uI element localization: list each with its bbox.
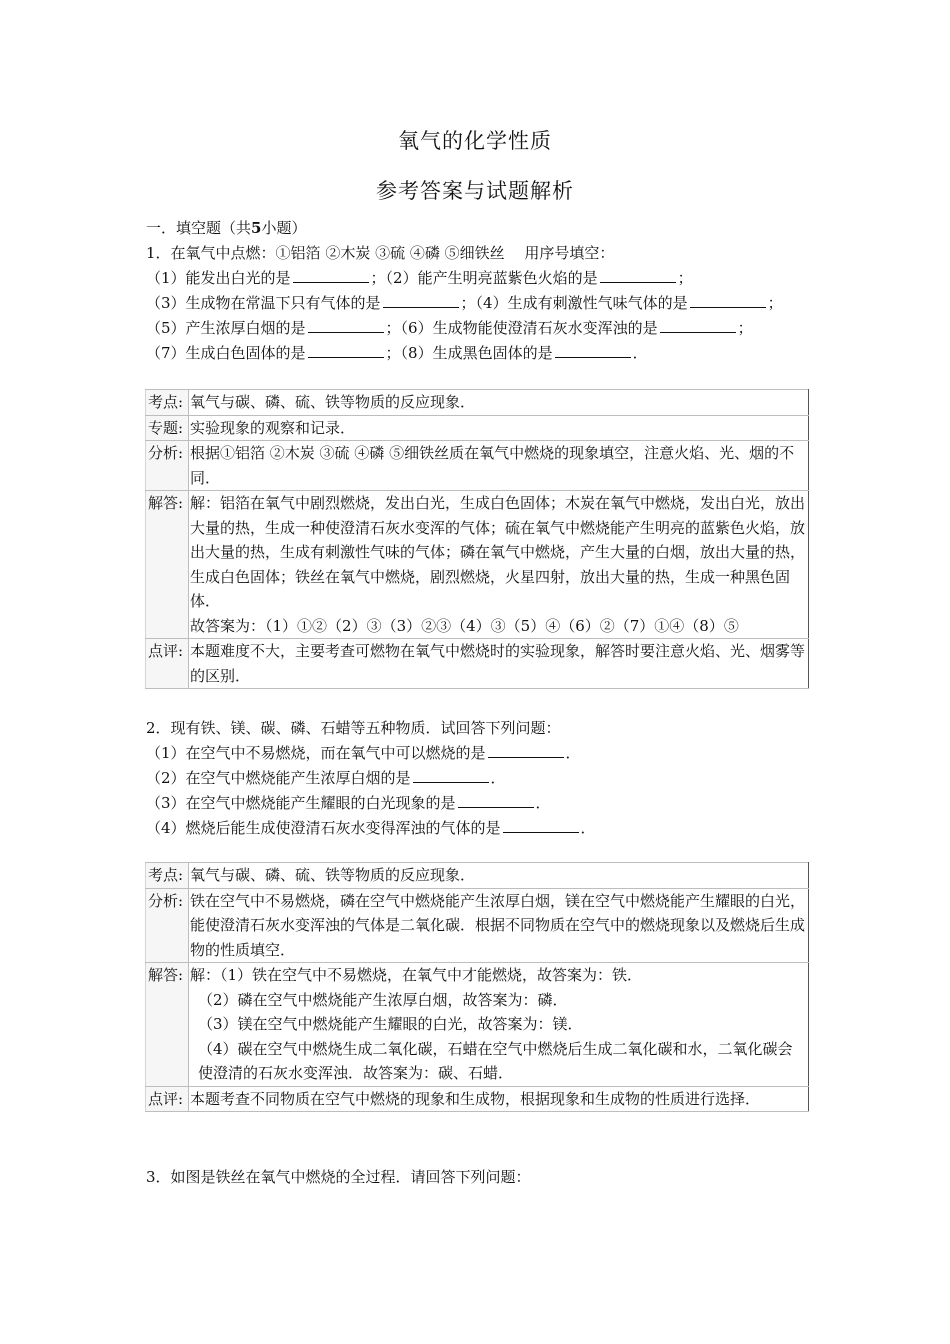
section-heading: 一．填空题（共5小题） [146,219,307,237]
jieda-row [146,963,809,1087]
zhuanti-label: 专题: [146,415,189,441]
q2-part-4: （4）燃烧后能生成使澄清石灰水变得浑浊的气体的是 ． [146,819,596,837]
fenxi-row [146,441,809,491]
answer-blank[interactable] [600,268,676,283]
answer-blank[interactable] [458,793,534,808]
answer-blank[interactable] [413,768,489,783]
kaodian-label: 考点: [146,390,189,416]
answer-blank[interactable] [308,343,384,358]
q2-part-2: （2）在空气中燃烧能产生浓厚白烟的是 ． [146,769,506,787]
answer-blank[interactable] [488,743,564,758]
answer-blank[interactable] [690,293,766,308]
q1-analysis-table [145,389,809,689]
kaodian-text: 氧气与碳、磷、硫、铁等物质的反应现象． [189,390,809,416]
answer-blank[interactable] [308,318,384,333]
dianping-label: 点评: [146,639,189,689]
dianping-text: 本题难度不大，主要考查可燃物在氧气中燃烧时的实验现象，解答时要注意火焰、光、烟雾等的区别． [189,639,809,689]
document-title: 氧气的化学性质 [398,129,552,153]
document-subtitle: 参考答案与试题解析 [376,179,574,203]
jieda-label: 解答: [146,491,189,639]
dianping-row [146,639,809,689]
jieda-text: 解：（1）铁在空气中不易燃烧，在氧气中才能燃烧，故答案为：铁． （2）磷在空气中燃烧能产生浓厚白烟，故答案为：磷． （3）镁在空气中燃烧能产生耀眼的白光，故答案为：镁． （4）碳在空气中燃烧生成二氧化碳，石蜡在空气中燃烧后生成二氧化碳和水，二氧化碳会使澄清的石灰水变浑浊．故答案为：碳、石蜡． [189,963,809,1087]
jieda-label: 解答: [146,963,189,1087]
q1-stem: 1．在氧气中点燃：①铝箔 ②木炭 ③硫 ④磷 ⑤细铁丝 用序号填空： [146,244,615,262]
fenxi-label: 分析: [146,888,189,963]
dianping-label: 点评: [146,1086,189,1112]
dianping-text: 本题考查不同物质在空气中燃烧的现象和生成物，根据现象和生成物的性质进行选择． [189,1086,809,1112]
answer-blank[interactable] [660,318,736,333]
kaodian-text: 氧气与碳、磷、硫、铁等物质的反应现象． [189,863,809,889]
jieda-row [146,491,809,639]
fenxi-text: 铁在空气中不易燃烧，磷在空气中燃烧能产生浓厚白烟，镁在空气中燃烧能产生耀眼的白光，能使澄清石灰水变浑浊的气体是二氧化碳．根据不同物质在空气中的燃烧现象以及燃烧后生成物的性质填空． [189,888,809,963]
zhuanti-text: 实验现象的观察和记录． [189,415,809,441]
fenxi-row [146,888,809,963]
q1-part-line-2: （3）生成物在常温下只有气体的是 ；（4）生成有刺激性气味气体的是 ； [146,294,783,312]
q2-part-3: （3）在空气中燃烧能产生耀眼的白光现象的是 ． [146,794,551,812]
q3-stem: 3．如图是铁丝在氧气中燃烧的全过程．请回答下列问题： [146,1168,531,1186]
kaodian-row [146,390,809,416]
answer-blank[interactable] [293,268,369,283]
dianping-row [146,1086,809,1112]
answer-blank[interactable] [383,293,459,308]
q1-part-line-1: （1）能发出白光的是 ；（2）能产生明亮蓝紫色火焰的是 ； [146,269,693,287]
zhuanti-row [146,415,809,441]
answer-blank[interactable] [555,343,631,358]
kaodian-row [146,863,809,889]
q2-part-1: （1）在空气中不易燃烧，而在氧气中可以燃烧的是 ． [146,744,581,762]
answer-blank[interactable] [503,818,579,833]
jieda-text: 解：铝箔在氧气中剧烈燃烧，发出白光，生成白色固体；木炭在氧气中燃烧，发出白光，放出大量的热，生成一种使澄清石灰水变浑的气体；硫在氧气中燃烧能产生明亮的蓝紫色火焰，放出大量的热，生成有刺激性气味的气体；磷在氧气中燃烧，产生大量的白烟，放出大量的热，生成白色固体；铁丝在氧气中燃烧，剧烈燃烧，火星四射，放出大量的热，生成一种黑色固体． 故答案为：（1）①②（2）③（3）②③（4）③（5）④（6）②（7）①④（8）⑤ [189,491,809,639]
fenxi-label: 分析: [146,441,189,491]
final-answer: 故答案为：（1）①②（2）③（3）②③（4）③（5）④（6）②（7）①④（8）⑤ [190,616,739,635]
q2-analysis-table [145,862,809,1112]
q1-part-line-4: （7）生成白色固体的是 ；（8）生成黑色固体的是 ． [146,344,648,362]
kaodian-label: 考点: [146,863,189,889]
fenxi-text: 根据①铝箔 ②木炭 ③硫 ④磷 ⑤细铁丝质在氧气中燃烧的现象填空，注意火焰、光、烟的不同． [189,441,809,491]
q2-stem: 2．现有铁、镁、碳、磷、石蜡等五种物质．试回答下列问题： [146,719,561,737]
q1-part-line-3: （5）产生浓厚白烟的是 ；（6）生成物能使澄清石灰水变浑浊的是 ； [146,319,753,337]
